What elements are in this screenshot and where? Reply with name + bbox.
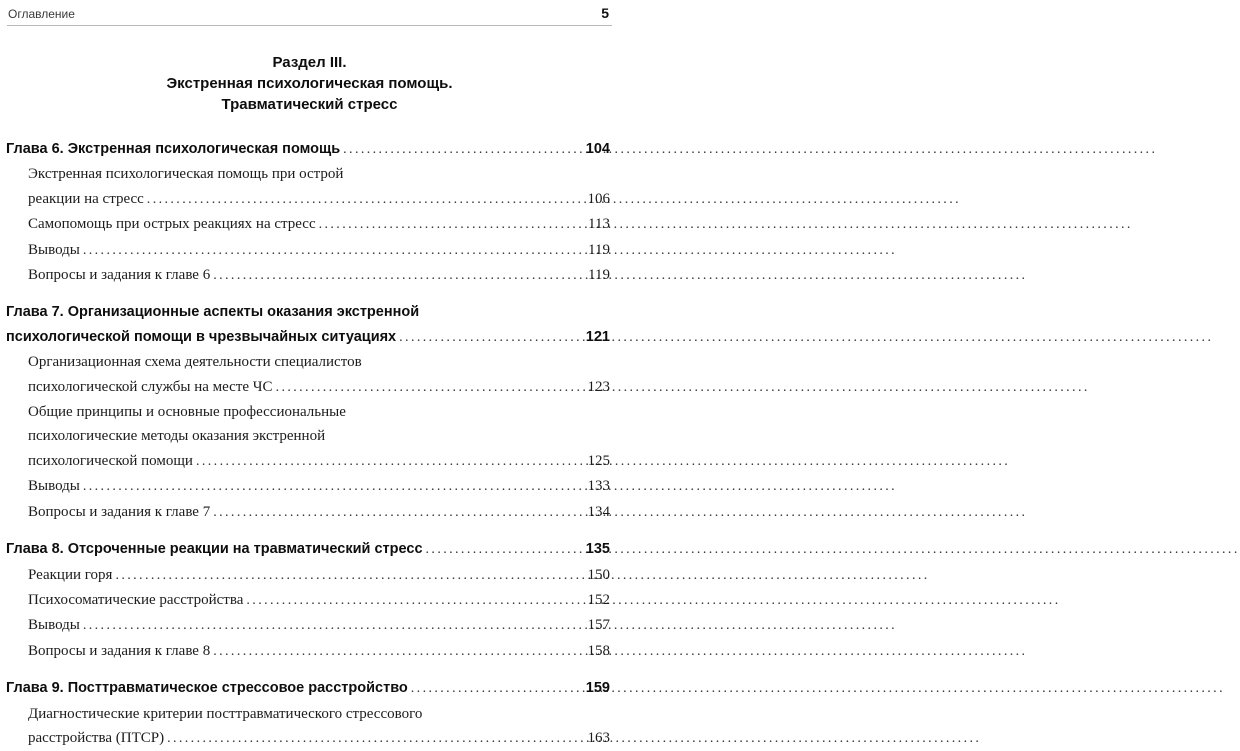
toc-chapter-entry bbox=[6, 676, 610, 701]
toc-entry-text: Психосоматические расстройства bbox=[28, 591, 244, 608]
toc-chapter-entry bbox=[6, 300, 610, 350]
toc-entry-line: психологические методы оказания экстренной bbox=[28, 428, 326, 445]
toc-page-number: 113 bbox=[588, 216, 610, 233]
section-title-line-2: Экстренная психологическая помощь. bbox=[166, 75, 453, 92]
dot-leader bbox=[399, 326, 583, 350]
toc-entry-line: Диагностические критерии посттравматического стрессового bbox=[28, 705, 423, 722]
toc-entry-lastline bbox=[6, 563, 610, 588]
toc-entry-text: Вопросы и задания к главе 6 bbox=[28, 267, 211, 284]
toc-page-number: 106 bbox=[587, 190, 610, 207]
toc-entry-text: Вопросы и задания к главе 7 bbox=[28, 503, 211, 520]
running-head-page-number: 5 bbox=[601, 5, 609, 21]
toc-entry-lastline bbox=[6, 325, 610, 350]
dot-leader bbox=[213, 264, 585, 288]
dot-leader bbox=[276, 376, 585, 400]
toc-entry-line: Общие принципы и основные профессиональные bbox=[28, 404, 346, 421]
toc-entry-lastline bbox=[6, 613, 610, 638]
toc-entry-line: Экстренная психологическая помощь при острой bbox=[28, 166, 344, 183]
toc-entry-lastline bbox=[6, 537, 610, 562]
toc-chapter-entry bbox=[6, 137, 610, 162]
toc-entry-lastline bbox=[6, 375, 610, 400]
toc-entry-text: Самопомощь при острых реакциях на стресс bbox=[28, 216, 316, 233]
dot-leader bbox=[83, 239, 585, 263]
toc-entry-lastline bbox=[6, 187, 610, 212]
dot-leader bbox=[83, 475, 585, 499]
toc-page-number: 123 bbox=[587, 378, 610, 395]
toc-sub-entry bbox=[6, 474, 610, 499]
running-head-title: Оглавление bbox=[8, 7, 75, 21]
toc-entry-text: Выводы bbox=[28, 617, 80, 634]
toc-entry-text: расстройства (ПТСР) bbox=[28, 729, 165, 746]
toc-entry-text: психологической службы на месте ЧС bbox=[28, 378, 273, 395]
toc-page-number: 119 bbox=[588, 241, 610, 258]
section-title-line-3: Травматический стресс bbox=[221, 96, 398, 113]
dot-leader bbox=[246, 589, 584, 613]
dot-leader bbox=[343, 138, 583, 162]
toc-sub-entry bbox=[6, 588, 610, 613]
toc-entry-line: Организационная схема деятельности специалистов bbox=[28, 354, 362, 371]
dot-leader bbox=[147, 188, 585, 212]
toc-entry-text: Глава 6. Экстренная психологическая помощь bbox=[6, 141, 341, 157]
toc-page-number: 134 bbox=[587, 503, 610, 520]
toc-sub-entry bbox=[6, 350, 610, 400]
toc-page-number: 150 bbox=[587, 566, 610, 583]
toc-entry-lastline bbox=[6, 726, 610, 751]
toc-page-number: 135 bbox=[585, 541, 610, 558]
dot-leader bbox=[213, 640, 584, 664]
toc-entry-lastline bbox=[6, 588, 610, 613]
toc-entry-text: Глава 8. Отсроченные реакции на травматический стресс bbox=[6, 541, 423, 558]
toc-entry-text: Реакции горя bbox=[28, 566, 113, 583]
toc-entry-lastline bbox=[6, 212, 610, 237]
toc-sub-entry bbox=[6, 238, 610, 263]
toc-list bbox=[0, 137, 619, 751]
toc-page-number: 133 bbox=[587, 478, 610, 495]
toc-page-number: 159 bbox=[585, 680, 610, 697]
toc-sub-entry bbox=[6, 400, 610, 474]
toc-entry-lastline bbox=[6, 474, 610, 499]
toc-entry-text: Вопросы и задания к главе 8 bbox=[28, 642, 211, 659]
toc-page-number: 104 bbox=[585, 141, 610, 157]
toc-entry-text: Выводы bbox=[28, 241, 80, 258]
toc-entry-text: психологической помощи bbox=[28, 452, 193, 469]
toc-page-number: 152 bbox=[587, 591, 610, 608]
toc-page-number: 121 bbox=[585, 328, 610, 345]
toc-entry-lastline bbox=[6, 449, 610, 474]
toc-page-number: 125 bbox=[587, 452, 610, 469]
section-title-line-1: Раздел III. bbox=[272, 54, 347, 71]
toc-sub-entry bbox=[6, 702, 610, 751]
dot-leader bbox=[196, 450, 585, 474]
toc-chapter-entry bbox=[6, 537, 610, 562]
toc-sub-entry bbox=[6, 212, 610, 237]
toc-entry-lastline bbox=[6, 263, 610, 288]
section-title bbox=[0, 52, 619, 115]
toc-entry-text: Выводы bbox=[28, 478, 80, 495]
running-head bbox=[0, 0, 619, 21]
dot-leader bbox=[319, 213, 585, 237]
toc-page bbox=[0, 0, 619, 746]
toc-entry-text: Глава 9. Посттравматическое стрессовое расстройство bbox=[6, 680, 408, 697]
dot-leader bbox=[411, 677, 583, 701]
dot-leader bbox=[213, 501, 584, 525]
toc-page-number: 119 bbox=[588, 267, 610, 284]
dot-leader bbox=[115, 564, 584, 588]
toc-sub-entry bbox=[6, 563, 610, 588]
toc-page-number: 163 bbox=[587, 729, 610, 746]
toc-entry-line: Глава 7. Организационные аспекты оказания экстренной bbox=[6, 304, 420, 321]
toc-entry-lastline bbox=[6, 676, 610, 701]
header-rule bbox=[7, 25, 612, 26]
toc-sub-entry bbox=[6, 500, 610, 525]
dot-leader bbox=[167, 727, 584, 751]
toc-sub-entry bbox=[6, 263, 610, 288]
toc-entry-text: реакции на стресс bbox=[28, 190, 144, 207]
toc-entry-lastline bbox=[6, 639, 610, 664]
toc-sub-entry bbox=[6, 613, 610, 638]
toc-page-number: 157 bbox=[587, 617, 610, 634]
toc-entry-lastline bbox=[6, 137, 610, 162]
toc-sub-entry bbox=[6, 162, 610, 212]
toc-entry-lastline bbox=[6, 500, 610, 525]
dot-leader bbox=[426, 538, 583, 562]
dot-leader bbox=[83, 614, 585, 638]
toc-entry-text: психологической помощи в чрезвычайных ситуациях bbox=[6, 328, 397, 345]
toc-entry-lastline bbox=[6, 238, 610, 263]
toc-page-number: 158 bbox=[587, 642, 610, 659]
toc-sub-entry bbox=[6, 639, 610, 664]
